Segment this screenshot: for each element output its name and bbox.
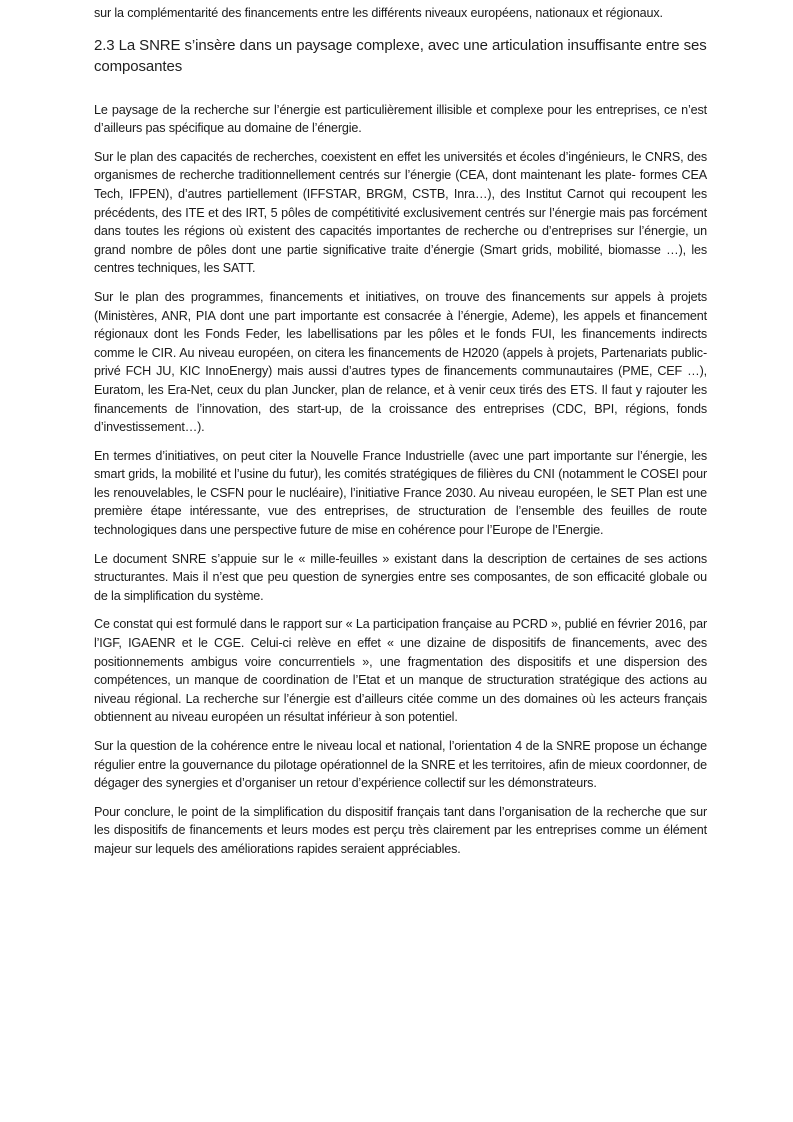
paragraph-initiatives: En termes d’initiatives, on peut citer la Nouvelle France Industrielle (avec une part importante sur l’énergie, les smart grids, la mobilité et l’usine du futur), les comités stratégiques de filières du CNI (notamment le COSEI pour les renouvelables, le CSFN pour le nucléaire), l’initiative France 2030. Au niveau européen, le SET Plan est une première étape intéressante, vue des entreprises, de structuration de l’ensemble des feuilles de route technologiques dans une perspective future de mise en cohérence pour l’Europe de l’Energie. [94, 448, 707, 538]
paragraph-pcrd-report: Ce constat qui est formulé dans le rapport sur « La participation française au PCRD », publié en février 2016, par l’IGF, IGAENR et le CGE. Celui-ci relève en effet « une dizaine de dispositifs de financements, avec des positionnements ambigus voire concurrentiels », une fragmentation des dispositifs et une dispersion des compétences, un manque de coordination de l’Etat et un manque de structuration stratégique des actions au niveau régional. La recherche sur l’énergie est d’ailleurs citée comme un des domaines où les acteurs français obtiennent au niveau européen un résultat inférieur à son potentiel. [94, 617, 707, 725]
paragraph-local-national-coherence: Sur la question de la cohérence entre le niveau local et national, l’orientation 4 de la SNRE propose un échange régulier entre la gouvernance du pilotage opérationnel de la SNRE et les territoires, afin de mieux coordonner, de dégager des synergies et d’organiser un retour d’expérience collectif sur les démonstrateurs. [94, 739, 707, 791]
continuation-paragraph: sur la complémentarité des financements entre les différents niveaux européens, nationaux et régionaux. [94, 6, 663, 20]
paragraph-conclusion: Pour conclure, le point de la simplification du dispositif français tant dans l’organisation de la recherche que sur les dispositifs de financements et leurs modes est perçu très clairement par les entreprises comme un élément majeur sur lequels des améliorations rapides seraient appréciables. [94, 804, 707, 856]
paragraph-snre-document: Le document SNRE s’appuie sur le « mille-feuilles » existant dans la description de certaines de ses actions structurantes. Mais il n’est que peu question de synergies entre ses composantes, de son efficacité globale ou de la simplification du système. [94, 551, 707, 603]
paragraph-programs-funding: Sur le plan des programmes, financements et initiatives, on trouve des financements sur appels à projets (Ministères, ANR, PIA dont une part importante est consacrée à l’énergie, Ademe), les appels et financement régionaux dont les Fonds Feder, les labellisations par les pôles et le fonds FUI, les financements indirects comme le CIR. Au niveau européen, on citera les financements de H2020 (appels à projets, Partenariats public-privé FCH JU, KIC InnoEnergy) mais aussi d’autres types de financements communautaires (PME, CEF …), Euratom, les Era-Net, ceux du plan Juncker, plan de relance, et à venir ceux tirés des ETS. Il faut y rajouter les financements de l’innovation, des start-up, de la croissance des entreprises (CDC, BPI, régions, fonds d’investissement…). [94, 289, 707, 435]
paragraph-research-capacities: Sur le plan des capacités de recherches, coexistent en effet les universités et écoles d’ingénieurs, le CNRS, des organismes de recherche traditionnellement centrés sur l’énergie (CEA, dont maintenant les plate- formes CEA Tech, IFPEN), d’autres partiellement (IFFSTAR, BRGM, CSTB, Inra…), des Institut Carnot qui recoupent les précédents, des ITE et des IRT, 5 pôles de compétitivité exclusivement centrés sur l’énergie mais pas forcément dans toutes les régions où existent des capacités importantes de recherche ou d’entreprises sur l’énergie, un grand nombre de pôles dont une partie significative traite d’énergie (Smart grids, mobilité, biomasse …), les centres techniques, les SATT. [94, 149, 707, 276]
paragraph-landscape: Le paysage de la recherche sur l’énergie est particulièrement illisible et complexe pour les entreprises, ce n’est d’ailleurs pas spécifique au domaine de l’énergie. [94, 102, 707, 136]
document-page [94, 0, 707, 869]
section-heading: 2.3 La SNRE s’insère dans un paysage complexe, avec une articulation insuffisante entre ses composantes [94, 36, 707, 75]
